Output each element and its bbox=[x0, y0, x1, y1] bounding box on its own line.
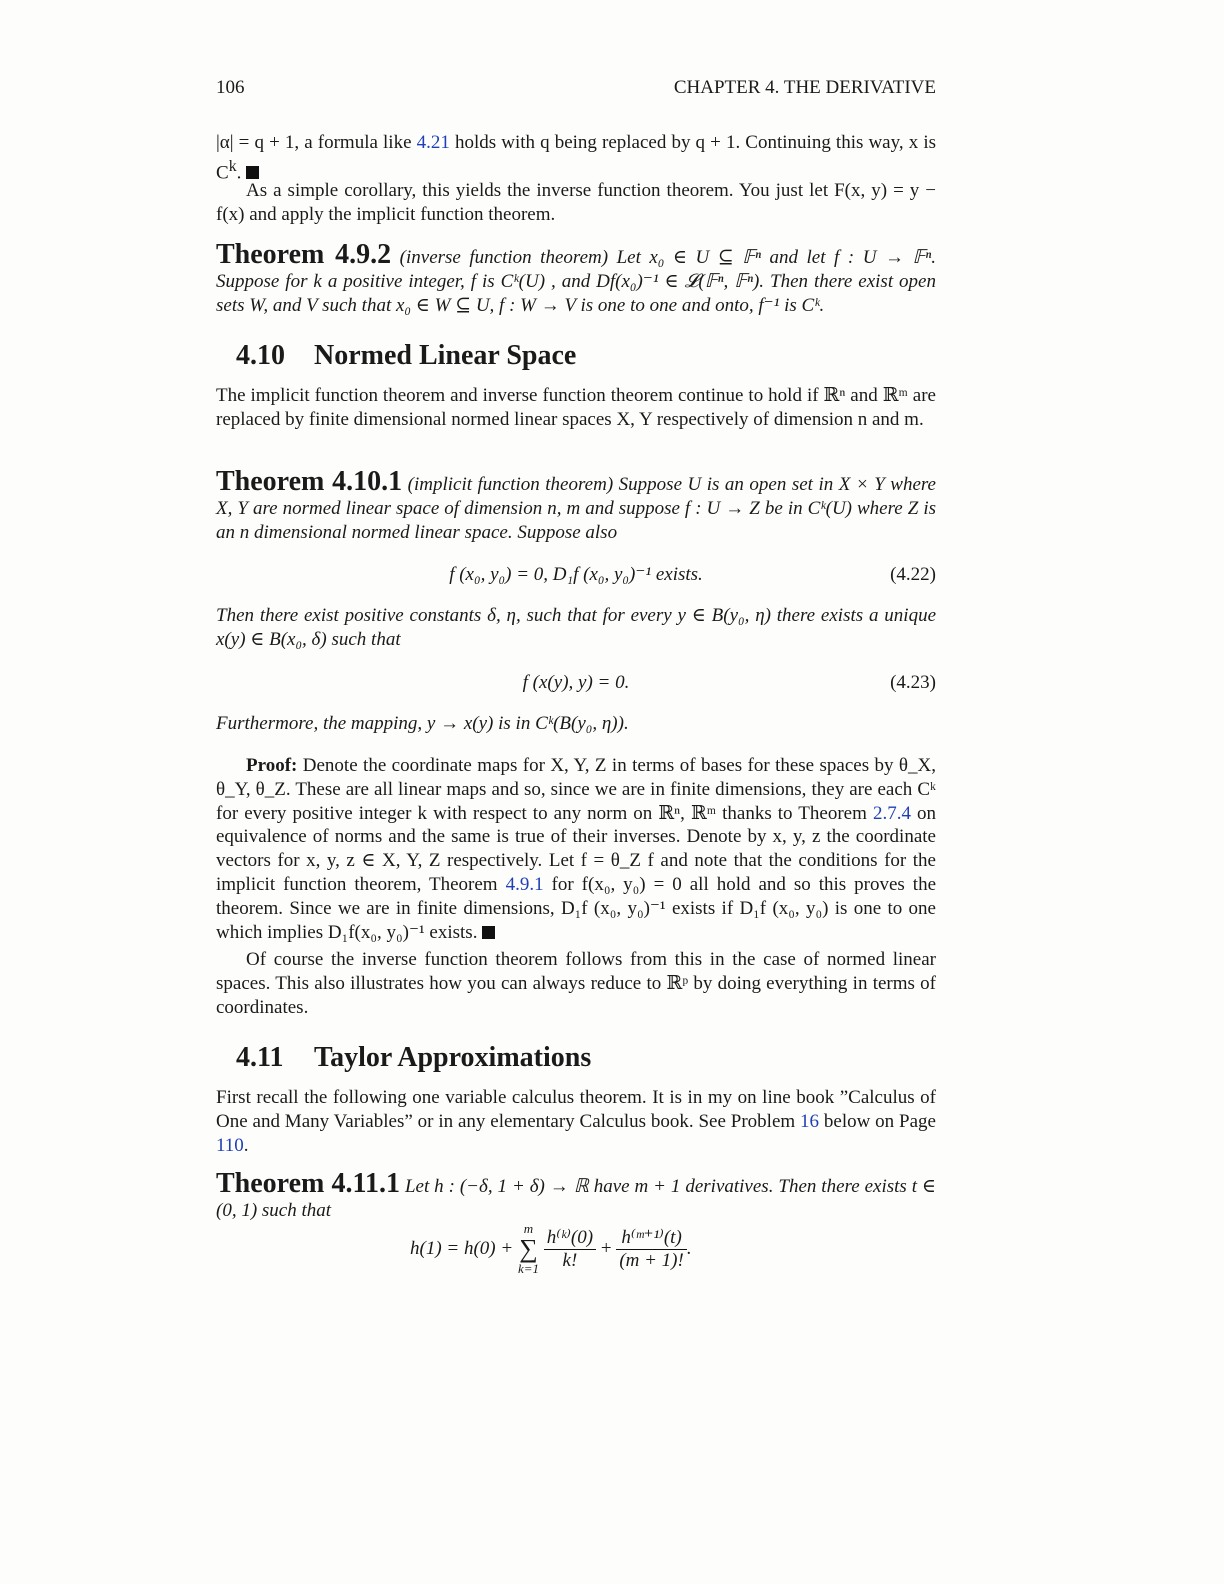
section-heading-4-10: 4.10 Normed Linear Space bbox=[236, 340, 577, 371]
theorem-ref-4-9-1[interactable]: 4.9.1 bbox=[505, 873, 544, 895]
theorem-text: (implicit function theorem) Suppose U is an open set in X × Y where X, Y are normed linear space of dimension n, m and suppose f : U → Z be in Cᵏ(U) where Z is an n dimensional normed linear space. Suppose also bbox=[216, 474, 936, 543]
chapter-title: CHAPTER 4. THE DERIVATIVE bbox=[673, 77, 936, 98]
theorem-continuation: Then there exist positive constants δ, η, such that for every y ∈ B(y₀, η) there exists a unique x(y) ∈ B(x₀, δ) such that bbox=[216, 605, 936, 650]
theorem-4-10-1 bbox=[216, 466, 936, 545]
taylor-equation: h(1) = h(0) + m ∑ k=1 $\frac{\text{h⁽ᵏ⁾(0)}}{k!}$ + $\frac{\text{h⁽ᵐ⁺¹⁾(t)}}{(m + 1)!}$ . bbox=[410, 1221, 692, 1276]
page-number: 106 bbox=[216, 77, 245, 98]
paragraph-calculus-recall: First recall the following one variable calculus theorem. It is in my on line book ”Calculus of One and Many Variables” or in any elementary Calculus book. See Problem 16 below on Page 110. bbox=[216, 1087, 936, 1156]
paragraph-normed-spaces: The implicit function theorem and inverse function theorem continue to hold if ℝⁿ and ℝᵐ are replaced by finite dimensional normed linear spaces X, Y respectively of dimension n and m. bbox=[216, 385, 936, 430]
equation-4-22: f (x₀, y₀) = 0, D₁f (x₀, y₀)⁻¹ exists. (4.22) bbox=[216, 561, 936, 589]
theorem-text: (inverse function theorem) Let x₀ ∈ U ⊆ 𝔽ⁿ and let f : U → 𝔽ⁿ. Suppose for k a positive integer, f is Cᵏ(U) , and Df(x₀)⁻¹ ∈ 𝓛(𝔽ⁿ, 𝔽ⁿ). Then there exist open sets W, and V such that x₀ ∈ W ⊆ U, f : W → V is one to one and onto, f⁻¹ is Cᵏ. bbox=[216, 247, 936, 316]
page-header bbox=[216, 77, 936, 101]
theorem-title: Theorem 4.9.2 bbox=[216, 239, 392, 270]
equation-number: (4.22) bbox=[890, 564, 936, 585]
summation-sign: m ∑ k=1 bbox=[517, 1221, 539, 1276]
qed-square-icon bbox=[482, 926, 495, 939]
proof-label: Proof: bbox=[246, 755, 298, 776]
theorem-4-9-2 bbox=[216, 239, 936, 318]
paragraph-normed-corollary: Of course the inverse function theorem follows from this in the case of normed linear spaces. This also illustrates how you can always reduce to ℝᵖ by doing everything in terms of coordinates. bbox=[216, 949, 936, 1018]
page-ref-110[interactable]: 110 bbox=[216, 1135, 244, 1156]
problem-ref-16[interactable]: 16 bbox=[800, 1111, 820, 1132]
paragraph-continuation: |α| = q + 1, a formula like 4.21 holds with q being replaced by q + 1. Continuing this way, x is $C^k$. bbox=[216, 132, 937, 184]
theorem-conclusion: Furthermore, the mapping, y → x(y) is in Cᵏ(B(y₀, η)). bbox=[216, 713, 629, 734]
fraction-term-k: $\frac{\text{h⁽ᵏ⁾(0)}}{k!}$ bbox=[544, 1226, 596, 1272]
paragraph-corollary: As a simple corollary, this yields the inverse function theorem. You just let F(x, y) = y − f(x) and apply the implicit function theorem. bbox=[216, 180, 936, 225]
theorem-text: Let h : (−δ, 1 + δ) → ℝ have m + 1 derivatives. Then there exists t ∈ (0, 1) such that bbox=[216, 1176, 936, 1221]
proof-paragraph: Proof: Denote the coordinate maps for X, Y, Z in terms of bases for these spaces by θ_X, θ_Y, θ_Z. These are all linear maps and so, since we are in finite dimensions, they are each Cᵏ for every positive integer k with respect to any norm on ℝⁿ, ℝᵐ thanks to Theorem 2.7.4 on equivalence of norms and the same is true of their inverses. Denote by x, y, z the coordinate vectors for x, y, z ∈ X, Y, Z respectively. Let f = θ_Z f and note that the conditions for the implicit function theorem, Theorem 4.9.1 for f(x₀, y₀) = 0 all hold and so this proves the theorem. Since we are in finite dimensions, D₁f (x₀, y₀)⁻¹ exists if D₁f (x₀, y₀) is one to one which implies D₁f(x₀, y₀)⁻¹ exists. bbox=[216, 755, 937, 943]
section-heading-4-11: 4.11 Taylor Approximations bbox=[236, 1042, 592, 1073]
equation-number: (4.23) bbox=[890, 672, 936, 693]
equation-ref-4-21[interactable]: 4.21 bbox=[416, 132, 450, 153]
fraction-remainder: $\frac{\text{h⁽ᵐ⁺¹⁾(t)}}{(m + 1)!}$ bbox=[616, 1226, 687, 1272]
theorem-ref-2-7-4[interactable]: 2.7.4 bbox=[872, 802, 911, 824]
qed-square-icon bbox=[246, 166, 259, 179]
theorem-4-11-1 bbox=[216, 1168, 936, 1223]
theorem-title: Theorem 4.11.1 bbox=[216, 1168, 400, 1199]
theorem-title: Theorem 4.10.1 bbox=[216, 466, 403, 497]
equation-4-23: f (x(y), y) = 0. (4.23) bbox=[216, 669, 936, 697]
